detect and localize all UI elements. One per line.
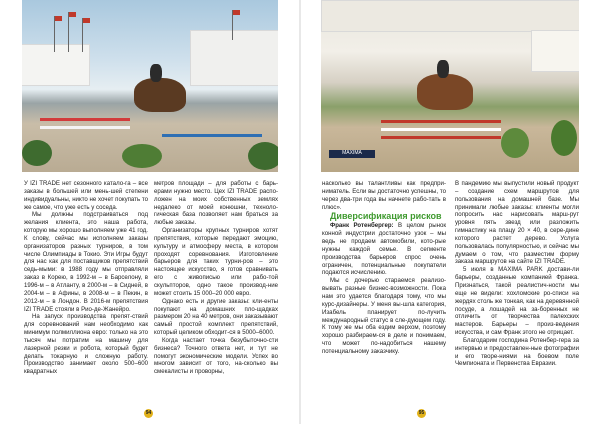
section-heading: Диверсификация рисков (330, 211, 442, 222)
paragraph: Благодарим господина Ротенбер-гера за интервью и предоставлен-ные фотографии и его творе-ниями на боевом поле Чемпионата и Первенства Евразии. (455, 336, 579, 368)
right-page (301, 0, 600, 424)
paragraph: 5 июля в MAXIMA PARK достави-ли барьеры, созданные компанией Франка. Признаться, такой реалистич-ности мы еще не видели: хохломские ро-списи на жердях столь же тонкая, как на деревянной посуде, а лошадей на за-боренных не отличить от творчества палехских мастеров. Барьеры – произ-ведения искусства, и сам Франк этого не отрицает. (455, 266, 579, 337)
jump-rail (381, 128, 501, 131)
jump-rail (381, 120, 501, 123)
sponsor-banner: MAXIMA (329, 150, 375, 158)
paragraph: У IZI TRADE нет сезонного катало-га – все заказы в большей или мень-шей степени индивидуальны, никто не хочет покупать то же самое, что уже есть у соседа. (24, 180, 148, 211)
paragraph: Мы должны подстраиваться под желания клиента, это наша работа, которую мы хорошо выполняем уже 41 год. К слову, сейчас мы исполняем заказы организаторов разных турниров, в том числе Олимпиады в Токио. Эти Игры будут для нас как для поставщиков препятствий седь-мыми: в 1988 году мы отправляли заказ в Корею, в 1992-м – в Барселону, в 1996-м – в Атланту, в 2000-м – в Сидней, в 2004-м – в Афины, в 2008-м – в Пекин, в 2012-м – в Лондон. В 2016-м препятствия IZI TRADE стояли в Рио-де-Жанейро. (24, 211, 148, 313)
paragraph: Когда настает точка безубыточно-сти бизнеса? Точного ответа нет, и тут не помогут экономические модели. Успех во многом зависит от того, на-сколько вы смекалисты и проворны, (154, 336, 278, 376)
show-jumping-photo-right (321, 0, 579, 172)
flagpole (54, 16, 55, 52)
building (531, 30, 579, 72)
flagpole (68, 12, 69, 52)
horse (417, 74, 473, 110)
grandstand (321, 0, 579, 32)
paragraph: Мы с дочерью стараемся реализо-вывать разные бизнес-возможности. Пока нам это удается благодаря тому, что мы курс-дизайнеры. У меня вы-шла категория, Изабель планирует по-лучить международный статус в сле-дующем году. К тому же мы оба ездим верхом, поэтому хорошо разбираем-ся в деле и понимаем, что может по-надобиться нашему потенциальному заказчику. (322, 277, 446, 355)
flower-decoration (501, 128, 529, 158)
rider (150, 64, 162, 82)
left-page (0, 0, 299, 424)
tent-structure (190, 30, 278, 86)
shrub (22, 140, 52, 166)
jump-rail (40, 118, 130, 121)
right-column-1 (322, 180, 446, 356)
rider (437, 60, 449, 78)
show-jumping-photo-left (22, 0, 278, 172)
shrub (122, 144, 162, 168)
tent-structure (22, 44, 90, 86)
left-column-1 (24, 180, 148, 376)
flower-decoration (551, 120, 577, 156)
speaker-name: Франк Ротенбергер: (330, 222, 394, 230)
horse (134, 78, 186, 112)
paragraph-text: В целом рынок конной индустрии достаточно узок – мы ведь не продаем автомобили, кото-рые нужны каждой семье. В сегменте производства барьеров спрос очень ограничен, потенциальные покупатели подаются исчислению. (322, 222, 446, 277)
shrub (248, 142, 278, 170)
paragraph: метров площади – для работы с барь-ерами нужно место. Цех IZI TRADE распо-ложен на моих собственных землях недалеко от моей конюшни, техноло-гическая база позволяет нам браться за любые заказы. (154, 180, 278, 227)
page-number-badge: 95 (418, 410, 425, 416)
jump-rail (40, 126, 130, 129)
paragraph: насколько вы талантливы как предпри-ниматель. Если вы достаточно успешны, то через два-три года вы начнете рабо-тать в плюс». (322, 180, 446, 211)
paragraph: Организаторы крупных турниров хотят препятствия, которые передают эмоцию, культуру и атмосферу места, в котором проходят соревнования. Изготовление барьеров для таких турни-ров – это настоящее искусство, я готов сравнивать его с живописью или рабо-той скульпторов, одно такое производ-ние может стоить 15 000–20 000 евро. (154, 227, 278, 297)
jump-rail (381, 136, 501, 139)
left-column-2 (154, 180, 278, 376)
flagpole (232, 10, 233, 40)
flagpole (82, 18, 83, 52)
right-column-2 (455, 180, 579, 368)
page-number-badge: 94 (145, 410, 152, 416)
paragraph: Однако есть и другие заказы: кли-енты покупают на домашних пло-щадках размером 20 на 40 метров, они заказывают самый простой комплект препятствий, который целиком обходит-ся в 5000–6000. (154, 297, 278, 337)
paragraph (322, 222, 446, 277)
paragraph: В пандемию мы выпустили новый продукт – создание схем маршрутов для пользования на домашней базе. Мы принимали любые заказы: клиенты могли попросить нас нарисовать марш-рут уровня пять звезд или разложить гимнастику на плацу 20 × 40, в сере-дине которого растет дерево. Услуга пользовалась популярностью, и сейчас мы думаем о том, что разместим форму заказа маршрутов на сайте IZI TRADE. (455, 180, 579, 266)
paragraph: На запуск производства препят-ствий для соревнований нам необходимо как минимум полмиллиона евро: только на это тысяч мы потратим на машину для лазерной резки и робота, который будет делать токарную и сложную работу. Производство занимает около 500–600 квадратных (24, 313, 148, 376)
jump-rail (162, 134, 262, 137)
